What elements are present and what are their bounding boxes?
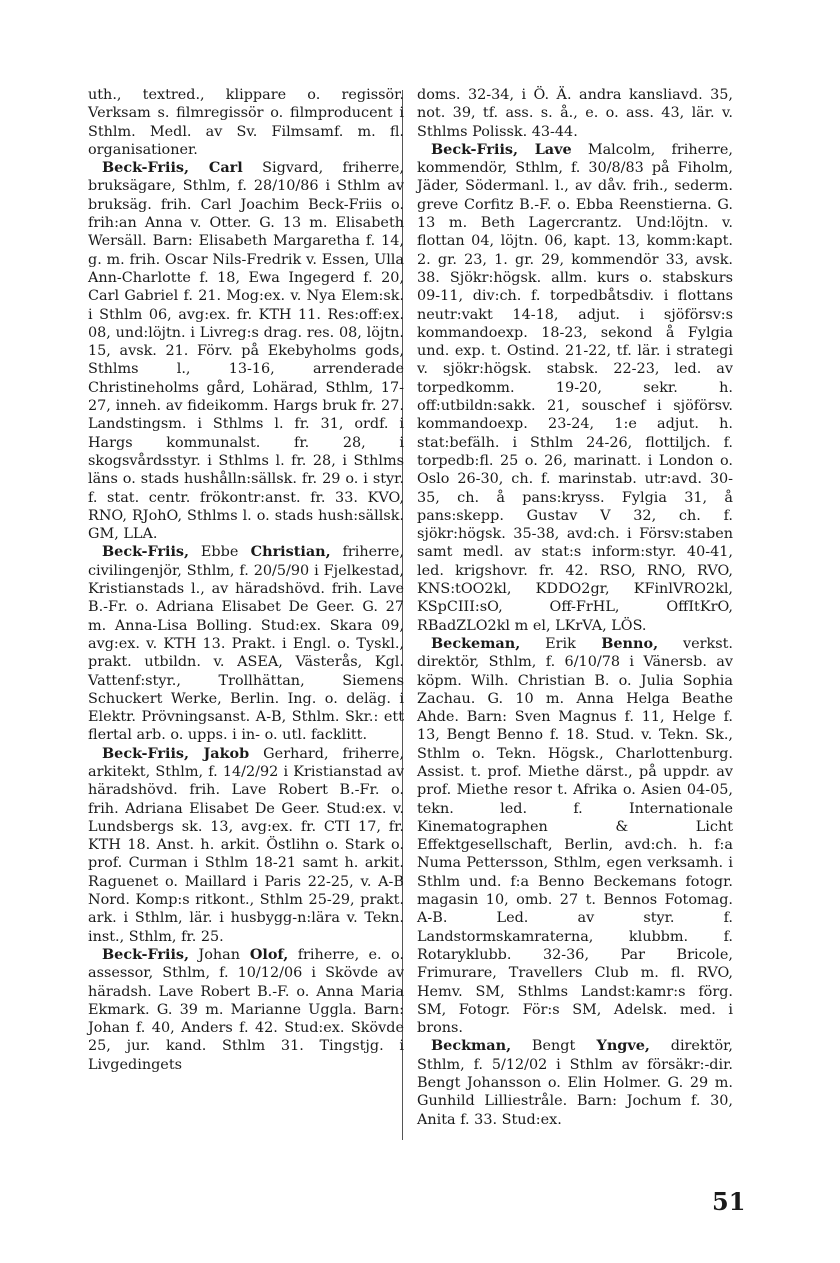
entry-text: friherre, civilingenjör, Sthlm, f. 20/5/90 i Fjelkestad, Kristianstads l., av häradshövd. frih. Lave B.-Fr. o. Adriana Elisabet De Geer. G. 27 m. Anna-Lisa Bolling. Stud:ex. Skara 09, avg:ex. v. KTH 13. Prakt. i Engl. o. Tyskl., prakt. utbildn. v. ASEA, Västerås, Kgl. Vattenf:styr., Trollhättan, Siemens Schuckert Werke, Berlin. Ing. o. deläg. i Elektr. Prövningsanst. A-B, Sthlm. Skr.: ett flertal arb. o. upps. i in- o. utl. facklitt. <box>88 544 404 744</box>
entry-called-name: Benno, <box>575 634 659 652</box>
entry-surname: Beck-Friis, <box>102 159 190 177</box>
entry-continuation: uth., textred., klippare o. regissör. Verksam s. filmregissör o. filmproducent i Sthlm. Medl. av Sv. Filmsamf. m. fl. organisationer. <box>88 87 404 158</box>
biography-entry <box>88 946 404 1074</box>
entry-text: Malcolm, friherre, kommendör, Sthlm, f. 30/8/83 på Fiholm, Jäder, Södermanl. l., av dåv. frih., sederm. greve Corfitz B.-F. o. Ebba Reenstierna. G. 13 m. Beth Lagercrantz. Und:löjtn. v. flottan 04, löjtn. 06, kapt. 13, komm:kapt. 2. gr. 23, 1. gr. 29, kommendör 33, avsk. 38. Sjökr:högsk. allm. kurs o. stabskurs 09-11, div:ch. f. torpedbåtsdiv. i flottans neutr:vakt 14-18, adjut. i sjöförsv:s kommandoexp. 18-23, sekond å Fylgia und. exp. t. Ostind. 21-22, tf. lär. i strategi v. sjökr:högsk. stabsk. 22-23, led. av torpedkomm. 19-20, sekr. h. off:utbildn:sakk. 21, souschef i sjöförsv. kommandoexp. 23-24, 1:e adjut. h. stat:befälh. i Sthlm 24-26, flottiljch. f. torpedb:fl. 25 o. 26, marinatt. i London o. Oslo 26-30, ch. f. marinstab. utr:avd. 30-35, ch. å pans:kryss. Fylgia 31, å pans:skepp. Gustav V 32, ch. f. sjökr:högsk. 35-38, avd:ch. i Försv:staben samt medl. av stat:s inform:styr. 40-41, led. krigshovr. fr. 42. RSO, RNO, RVO, KNS:tOO2kl, KDDO2gr, KFinlVRO2kl, KSpCIII:sO, Off-FrHL, OffItKrO, RBadZLO2kl m el, LKrVA, LÖS. <box>417 141 733 634</box>
biography-entry <box>88 159 404 543</box>
entry-given-name: Erik <box>520 635 576 652</box>
entry-surname: Beckeman, <box>431 634 521 652</box>
biography-entry <box>417 141 733 635</box>
entry-called-name: Yngve, <box>575 1037 650 1055</box>
entry-text: friherre, e. o. assessor, Sthlm, f. 10/12/06 i Skövde av häradsh. Lave Robert B.-F. o. Anna Maria Ekmark. G. 39 m. Marianne Uggla. Barn: Johan f. 40, Anders f. 42. Stud:ex. Skövde 25, jur. kand. Sthlm 31. Tingstjg. i Livgedingets <box>88 946 404 1073</box>
entry-text: Sigvard, friherre, bruksägare, Sthlm, f. 28/10/86 i Sthlm av bruksäg. frih. Carl Joachim Beck-Friis o. frih:an Anna v. Otter. G. 13 m. Elisabeth Wersäll. Barn: Elisabeth Margaretha f. 14, g. m. frih. Oscar Nils-Fredrik v. Essen, Ulla Ann-Charlotte f. 18, Ewa Ingegerd f. 20, Carl Gabriel f. 21. Mog:ex. v. Nya Elem:sk. i Sthlm 06, avg:ex. fr. KTH 11. Res:off:ex. 08, und:löjtn. i Livreg:s drag. res. 08, löjtn. 15, avsk. 21. Förv. på Ekebyholms gods, Sthlms l., 13-16, arrenderade Christineholms gård, Lohärad, Sthlm, 17-27, inneh. av fideikomm. Hargs bruk fr. 27. Landstingsm. i Sthlms l. fr. 31, ordf. i Hargs kommunalst. fr. 28, i skogsvårdsstyr. i Sthlms l. fr. 28, i Sthlms läns o. stads hushålln:sällsk. fr. 29 o. i styr. f. stat. centr. frökontr:anst. fr. 33. KVO, RNO, RJohO, Sthlms l. o. stads hush:sällsk. GM, LLA. <box>88 160 405 543</box>
biography-entry <box>417 1037 733 1128</box>
entry-text: Gerhard, friherre, arkitekt, Sthlm, f. 14/2/92 i Kristianstad av häradshövd. frih. Lave Robert B.-Fr. o. frih. Adriana Elisabet De Geer. Stud:ex. v. Lundsbergs sk. 13, avg:ex. fr. CTI 17, fr. KTH 18. Anst. h. arkit. Östlihn o. Stark o. prof. Curman i Sthlm 18-21 samt h. arkit. Raguenet o. Maillard i Paris 22-25, v. A-B Nord. Komp:s ritkont., Sthlm 25-29, prakt. ark. i Sthlm, lär. i husbygg-n:lära v. Tekn. inst., Sthlm, fr. 25. <box>88 745 404 945</box>
entry-given-name: Ebbe <box>189 544 239 561</box>
entry-surname: Beckman, <box>431 1037 512 1055</box>
entry-given-name: Lave <box>518 140 572 158</box>
page-number: 51 <box>712 1187 746 1216</box>
entry-given-name: Carl <box>189 159 243 177</box>
biography-entry <box>88 745 404 946</box>
left-column <box>88 86 404 1074</box>
entry-surname: Beck-Friis, <box>431 140 519 158</box>
biography-entry <box>88 543 404 744</box>
entry-given-name: Bengt <box>511 1038 576 1055</box>
entry-surname: Beck-Friis, <box>102 945 190 963</box>
entry-text: verkst. direktör, Sthlm, f. 6/10/78 i Vänersb. av köpm. Wilh. Christian B. o. Julia Sophia Zachau. G. 10 m. Anna Helga Beathe Ahde. Barn: Sven Magnus f. 11, Helge f. 13, Bengt Benno f. 18. Stud. v. Tekn. Sk., Sthlm o. Tekn. Högsk., Charlottenburg. Assist. t. prof. Miethe därst., på uppdr. av prof. Miethe resor t. Afrika o. Asien 04-05, tekn. led. f. Internationale Kinematographen & Licht Effektgesellschaft, Berlin, avd:ch. h. f:a Numa Pettersson, Sthlm, egen verksamh. i Sthlm und. f:a Benno Beckemans fotogr. magasin 10, omb. 27 t. Bennos Fotomag. A-B. Led. av styr. f. Landstormskamraterna, klubbm. f. Rotaryklubb. 32-36, Par Bricole, Frimurare, Travellers Club m. fl. RVO, Hemv. SM, Sthlms Landst:kamr:s förg. SM, Fotogr. För:s SM, Adelsk. med. i brons. <box>417 635 734 1037</box>
entry-called-name: Olof, <box>240 945 289 963</box>
entry-text: direktör, Sthlm, f. 5/12/02 i Sthlm av försäkr:-dir. Bengt Johansson o. Elin Holmer. G. 29 m. Gunhild Lilliestråle. Barn: Jochum f. 30, Anita f. 33. Stud:ex. <box>417 1038 733 1128</box>
entry-called-name: Christian, <box>238 543 331 561</box>
entry-surname: Beck-Friis, <box>102 543 190 561</box>
entry-given-name: Jakob <box>189 744 250 762</box>
entry-continuation: doms. 32-34, i Ö. Ä. andra kansliavd. 35, not. 39, tf. ass. s. å., e. o. ass. 43, lär. v. Sthlms Polissk. 43-44. <box>417 87 733 140</box>
entry-given-name: Johan <box>189 946 240 963</box>
entry-surname: Beck-Friis, <box>102 744 190 762</box>
biography-entry <box>417 635 733 1038</box>
right-column <box>417 86 733 1129</box>
